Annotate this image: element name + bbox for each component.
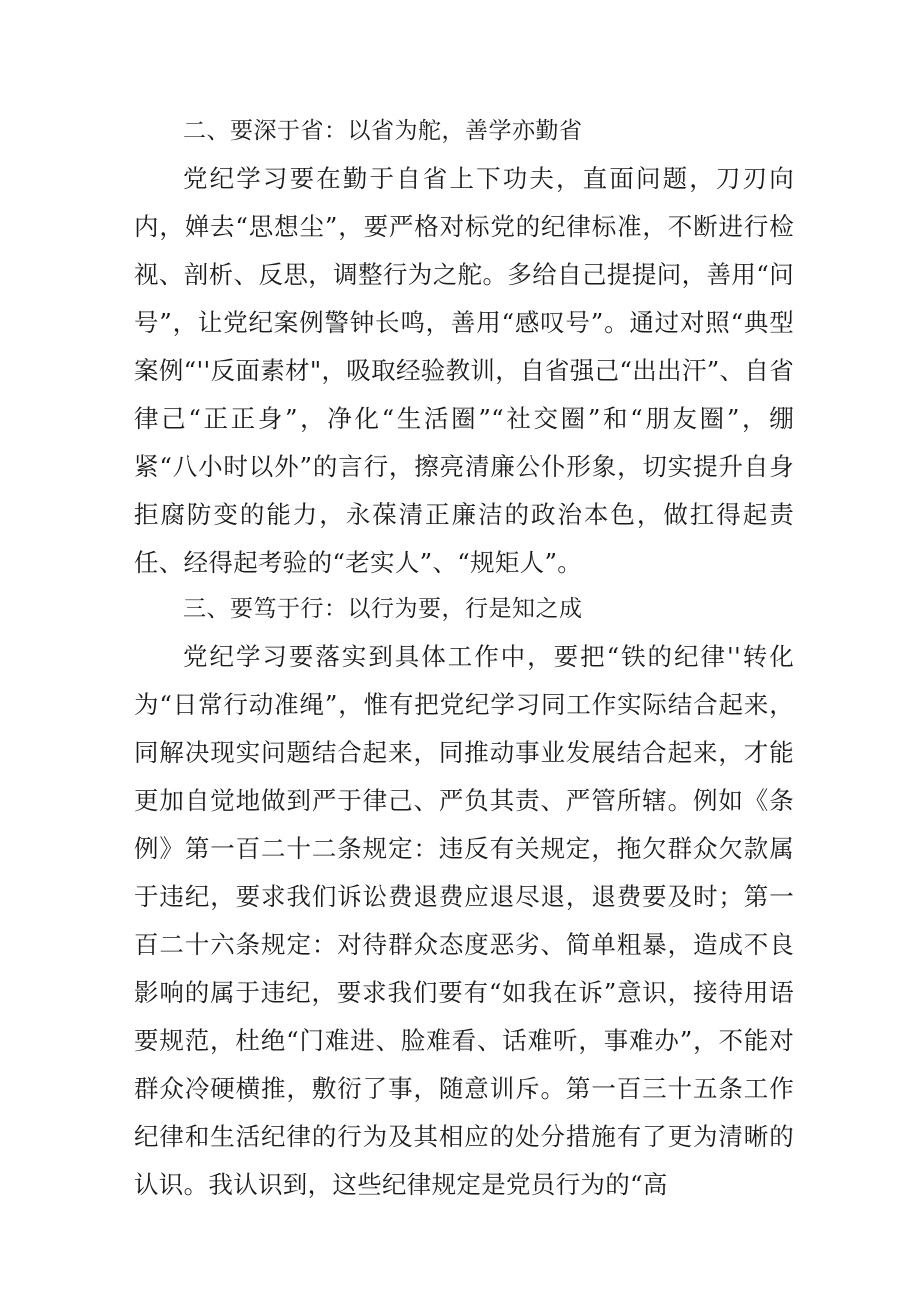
- section-2-heading: 二、要深于省：以省为舵，善学亦勤省: [183, 118, 583, 144]
- section-2-paragraph: 党纪学习要在勤于自省上下功夫，直面问题，刀刃向内，婵去“思想尘”，要严格对标党的纪律标准，不断进行检视、剖析、反思，调整行为之舵。多给自己提提问，善用“问号”，让党纪案例警钟长鸣，善用“感叹号”。通过对照“典型案例“''反面素材"，吸取经验教训，自省强己“出出汗”、自省律己“正正身”，净化“生活圈”“社交圈”和“朋友圈”，绷紧“八小时以外”的言行，擦亮清廉公仆形象，切实提升自身拒腐防变的能力，永葆清正廉洁的政治本色，做扛得起责任、经得起考验的“老实人”、“规矩人”。: [134, 164, 794, 577]
- section-3-paragraph: 党纪学习要落实到具体工作中，要把“铁的纪律''转化为“日常行动准绳”，惟有把党纪学习同工作实际结合起来，同解决现实问题结合起来，同推动事业发展结合起来，才能更加自觉地做到严于律己、严负其责、严管所辖。例如《条例》第一百二十二条规定：违反有关规定，拖欠群众欠款属于违纪，要求我们诉讼费退费应退尽退，退费要及时；第一百二十六条规定：对待群众态度恶劣、简单粗暴，造成不良影响的属于违纪，要求我们要有“如我在诉”意识，接待用语要规范，杜绝“门难进、脸难看、话难听，事难办”，不能对群众冷硬横推，敷衍了事，随意训斥。第一百三十五条工作纪律和生活纪律的行为及其相应的处分措施有了更为清晰的认识。我认识到，这些纪律规定是党员行为的“高: [134, 642, 794, 1199]
- section-3-heading: 三、要笃于行：以行为要，行是知之成: [183, 596, 583, 622]
